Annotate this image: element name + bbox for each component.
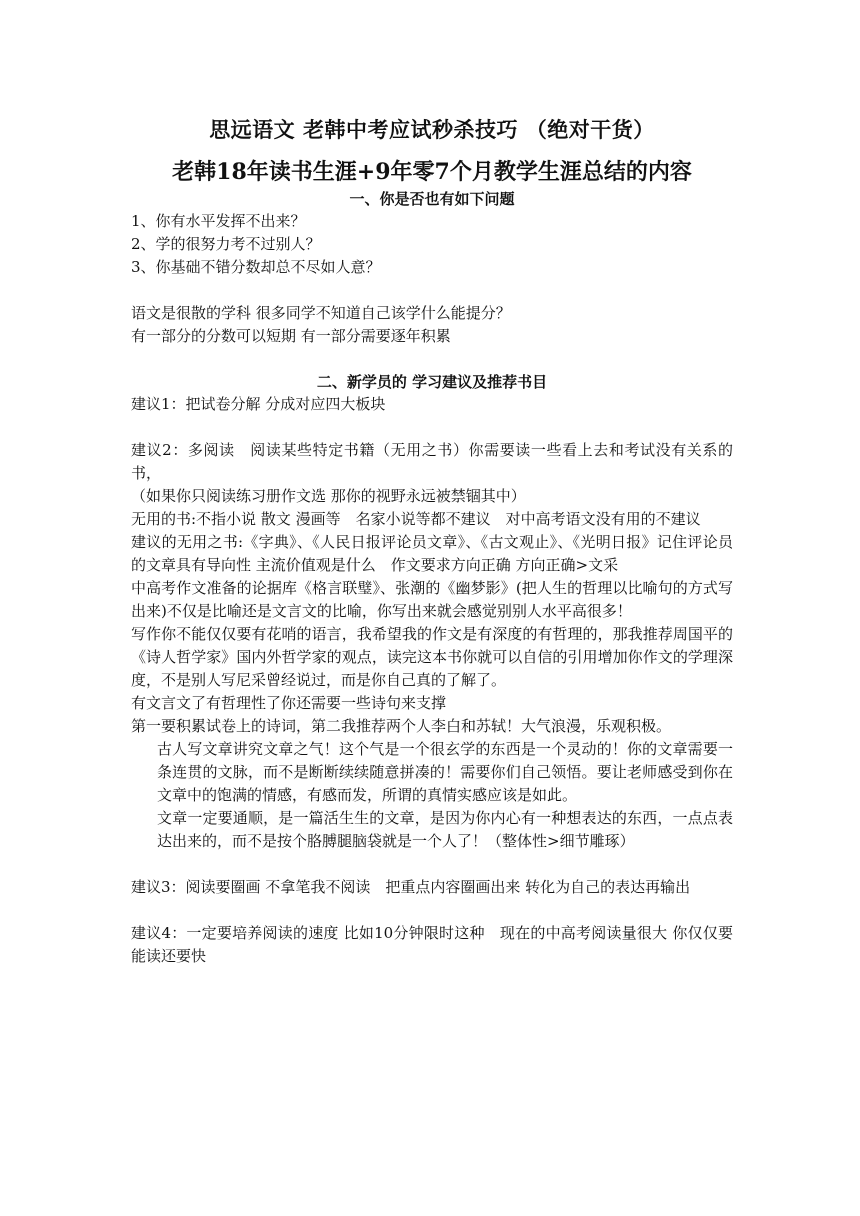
suggestion-1: 建议1：把试卷分解 分成对应四大板块 — [131, 395, 386, 413]
section-heading-problems: 一、你是否也有如下问题 — [349, 190, 515, 208]
paragraph-argument-library: 中高考作文准备的论据库《格言联璧》、张潮的《幽梦影》(把人生的哲理以比喻句的方式写出来)不仅是比喻还是文言文的比喻，你写出来就会感觉别别人水平高很多！ — [131, 579, 733, 620]
list-item: 3、你基础不错分数却总不尽如人意？ — [131, 258, 381, 276]
paragraph-subject-nature: 语文是很散的学科 很多同学不知道自己该学什么能提分？ — [131, 304, 511, 322]
paragraph-score-types: 有一部分的分数可以短期 有一部分需要逐年积累 — [131, 327, 451, 345]
spacer — [131, 279, 733, 302]
suggestion-3: 建议3：阅读要圈画 不拿笔我不阅读 把重点内容圈画出来 转化为自己的表达再输出 — [131, 878, 691, 896]
document-subtitle: 老韩18年读书生涯+9年零7个月教学生涯总结的内容 — [172, 159, 692, 185]
paragraph-poetry-support: 有文言文了有哲理性了你还需要一些诗句来支撑 — [131, 694, 447, 712]
paragraph-useless-books: 无用的书:不指小说 散文 漫画等 名家小说等都不建议 对中高考语文没有用的不建议 — [131, 510, 701, 528]
paragraph-poets: 第一要积累试卷上的诗词，第二我推荐两个人李白和苏轼！大气浪漫，乐观积极。 — [131, 717, 672, 735]
paragraph-philosophy: 写作你不能仅仅要有花哨的语言，我希望我的作文是有深度的有哲理的，那我推荐周国平的《诗人哲学家》国内外哲学家的观点，读完这本书你就可以自信的引用增加你作文的学理深度，不是别人写尼采曾经说过，而是你自己真的了解了。 — [131, 625, 733, 689]
document-body — [131, 112, 733, 968]
suggestion-4: 建议4：一定要培养阅读的速度 比如10分钟限时这种 现在的中高考阅读量很大 你仅仅要能读还要快 — [131, 924, 733, 965]
section-heading-suggestions: 二、新学员的 学习建议及推荐书目 — [316, 373, 548, 391]
suggestion-2: 建议2：多阅读 阅读某些特定书籍（无用之书）你需要读一些看上去和考试没有关系的书， — [131, 441, 733, 482]
spacer — [131, 348, 733, 371]
suggestion-2-note: （如果你只阅读练习册作文选 那你的视野永远被禁锢其中） — [131, 487, 526, 505]
spacer — [131, 899, 733, 922]
spacer — [131, 416, 733, 439]
paragraph-qi: 古人写文章讲究文章之气！这个气是一个很玄学的东西是一个灵动的！你的文章需要一条连贯的文脉，而不是断断续续随意拼凑的！需要你们自己领悟。要让老师感受到你在文章中的饱满的情感，有感而发，所谓的真情实感应该是如此。 — [157, 740, 733, 804]
spacer — [131, 853, 733, 876]
paragraph-smoothness: 文章一定要通顺，是一篇活生生的文章，是因为你内心有一种想表达的东西，一点点表达出来的，而不是按个胳膊腿脑袋就是一个人了！（整体性>细节雕琢） — [157, 809, 733, 850]
list-item: 1、你有水平发挥不出来？ — [131, 212, 306, 230]
paragraph-recommended-books: 建议的无用之书:《字典》、《人民日报评论员文章》、《古文观止》、《光明日报》记住评论员的文章具有导向性 主流价值观是什么 作文要求方向正确 方向正确>文采 — [131, 533, 733, 574]
list-item: 2、学的很努力考不过别人？ — [131, 235, 321, 253]
document-title: 思远语文 老韩中考应试秒杀技巧 （绝对干货） — [209, 117, 655, 142]
